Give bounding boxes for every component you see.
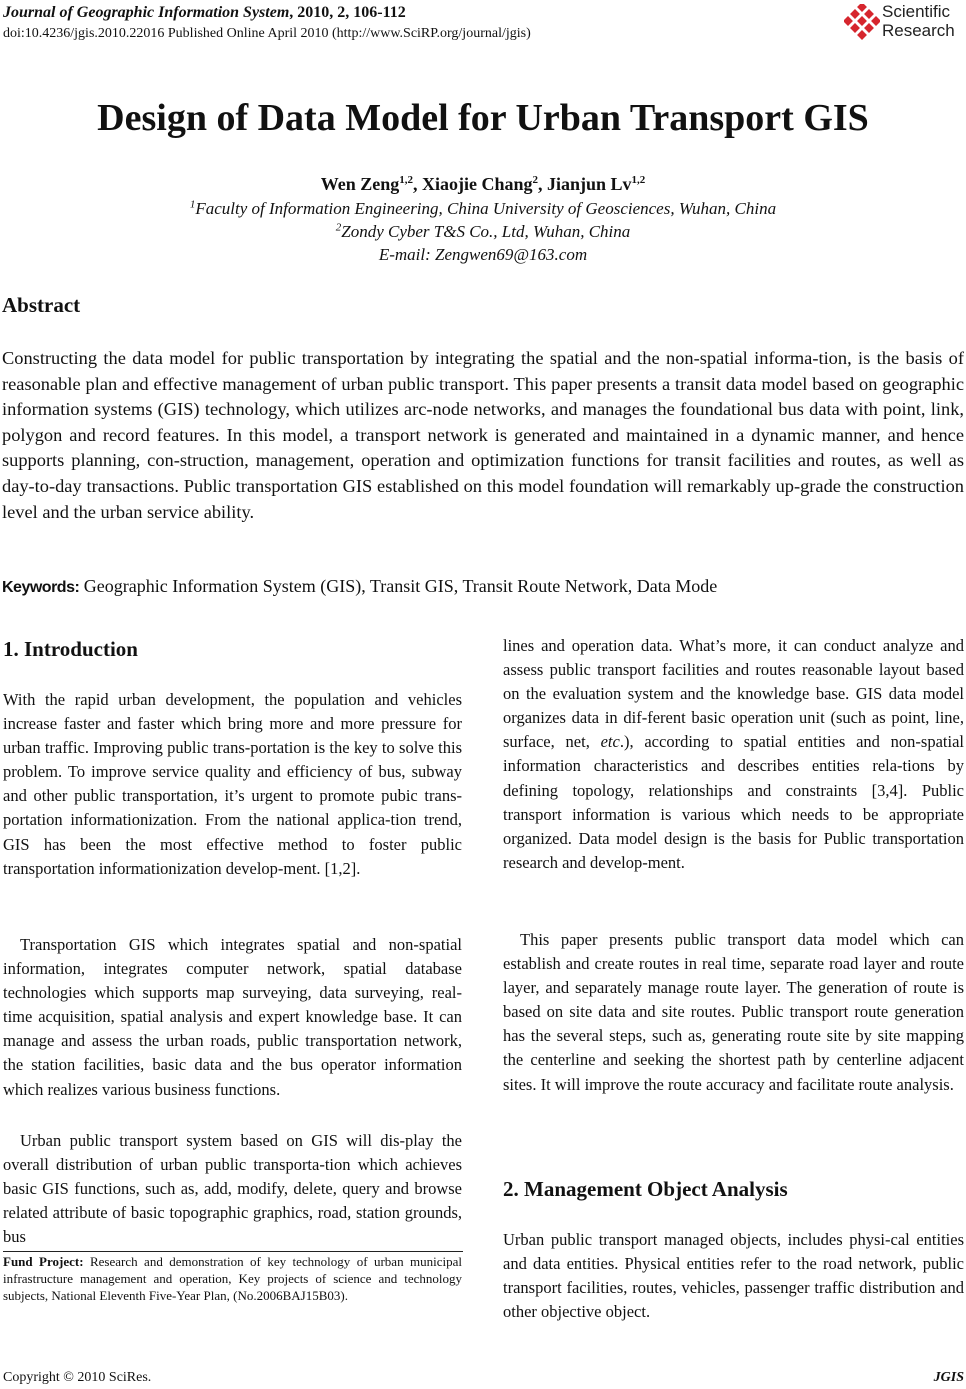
paper-title: Design of Data Model for Urban Transport GIS (97, 97, 869, 139)
keywords-line (2, 574, 964, 600)
journal-name: Journal of Geographic Information System (3, 4, 290, 21)
author-name: Jianjun Lv (546, 174, 632, 194)
author-separator: , (537, 174, 547, 194)
author-affiliation-mark: 1,2 (399, 174, 413, 186)
section-heading-introduction: 1. Introduction (3, 637, 138, 661)
abstract-heading: Abstract (2, 293, 81, 317)
author-email: E-mail: Zengwen69@163.com (378, 245, 588, 264)
logo-diamond (844, 16, 853, 26)
abstract-text: Constructing the data model for public transportation by integrating the spatial and the non-spatial informa-tion, is the basis of reasonable plan and effective management of urban public transport. This paper presents a transit data model based on geographic information systems (GIS) technology, which utilizes arc-node networks, and manages the foundational bus data with point, link, polygon and record features. In this model, a transport network is generated and maintained in a dynamic manner, and hence supports planning, con-struction, management, operation and optimization functions for transit facilities and routes, as well as day-to-day transactions. Public transportation GIS established on this model foundation will remarkably up-grade the construction level and the urban service ability. (2, 348, 964, 522)
diamond-grid-icon (844, 4, 880, 40)
affiliation-1 (0, 198, 966, 220)
management-paragraph-1: Urban public transport managed objects, includes physi-cal entities and data entities. Physical entities refer to the road network, public transport facilities, routes, vehicles, passenger traffic distribution and other objective object. (503, 1230, 964, 1322)
journal-header (3, 2, 743, 44)
footnote-divider (3, 1251, 463, 1252)
intro-paragraph-3-continued: lines and operation data. What’s more, it can conduct analyze and assess public transport facilities and routes reasonable layout based on the evaluation system and the knowledge base. GIS data model organizes data in dif-ferent basic operation unit (such as point, line, surface, net, etc.), according to spatial entities and non-spatial information characteristics and describes entities rela-tions by defining topology, relationships and constraints [3,4]. Public transport information is various which needs to be appropriate organized. Data model design is the basis for Public transportation research and develop-ment. (503, 636, 964, 872)
logo-diamond (850, 23, 860, 33)
logo-line-1: Scientific (882, 2, 951, 21)
affiliation-text: Zondy Cyber T&S Co., Ltd, Wuhan, China (341, 222, 631, 241)
intro-paragraph-2: Transportation GIS which integrates spatial and non-spatial information, integrates computer network, spatial database technologies which supports map surveying, data surveying, real-time acquisition, spatial analysis and expert knowledge base. It can manage and assess the urban roads, public transportation network, the station facilities, basic data and the bus operator information which realizes various business functions. (3, 935, 462, 1099)
logo-diamond (857, 30, 867, 40)
logo-diamond (857, 4, 867, 12)
affiliation-mark: 2 (335, 221, 342, 234)
author-separator: , (412, 174, 422, 194)
affiliation-2 (0, 221, 966, 243)
logo-diamond (871, 16, 880, 26)
fund-project-footnote (3, 1254, 462, 1304)
journal-abbreviation: JGIS (933, 1370, 964, 1385)
footnote-text: Research and demonstration of key technology of urban municipal infrastructure management and operation, Key projects of science and technology subjects, National Eleventh Five-Year Plan, (No.2006BAJ15B03). (3, 1254, 462, 1303)
doi-line: doi:10.4236/jgis.2010.22016 Published Online April 2010 (http://www.SciRP.org/journal/jgis) (3, 26, 531, 41)
affiliation-text: Faculty of Information Engineering, China University of Geosciences, Wuhan, China (195, 199, 777, 218)
logo-diamond (864, 23, 874, 33)
keywords-text: Geographic Information System (GIS), Transit GIS, Transit Route Network, Data Mode (79, 576, 718, 596)
logo-diamond (857, 16, 867, 26)
author-list (0, 172, 966, 196)
journal-volume-pages: , 2010, 2, 106-112 (289, 4, 406, 21)
intro-paragraph-3: Urban public transport system based on GIS will dis-play the overall distribution of urban public transporta-tion which achieves basic GIS functions, such as, add, modify, delete, query and browse related attribute of basic topographic graphics, road, station grounds, bus (3, 1131, 462, 1247)
footnote-label: Fund Project: (3, 1254, 84, 1269)
scientific-research-logo (844, 2, 964, 44)
intro-paragraph-1: With the rapid urban development, the population and vehicles increase faster and faster which bring more and more pressure for urban traffic. Improving public trans-portation is the key to solve this problem. To improve service quality and efficiency of bus, subway and other public transportation, it’s urgent to promote pubic trans-portation informationization. From the national applica-tion trend, GIS has been the most effective method to foster public transportation informationization develop-ment. [1,2]. (3, 690, 462, 878)
logo-diamond (850, 9, 860, 19)
author-name: Xiaojie Chang (421, 174, 533, 194)
intro-paragraph-4: This paper presents public transport data model which can establish and create routes in real time, separate road layer and route layer, and separately manage route layer. The generation of route is based on site data and site routes. Public transport route generation has the several steps, such as, generating route site by site mapping the centerline and seeking the shortest path by centerline adjacent sites. It will improve the route accuracy and facilitate route analysis. (503, 930, 964, 1094)
keywords-label: Keywords: (2, 579, 80, 596)
author-affiliation-mark: 2 (532, 174, 538, 186)
affiliation-mark: 1 (189, 198, 196, 211)
copyright-notice: Copyright © 2010 SciRes. (3, 1370, 152, 1385)
author-name: Wen Zeng (320, 174, 400, 194)
section-heading-management-object-analysis: 2. Management Object Analysis (503, 1177, 788, 1201)
logo-diamond (864, 9, 874, 19)
journal-citation (3, 2, 743, 24)
author-affiliation-mark: 1,2 (631, 174, 646, 186)
logo-line-2: Research (882, 21, 955, 40)
